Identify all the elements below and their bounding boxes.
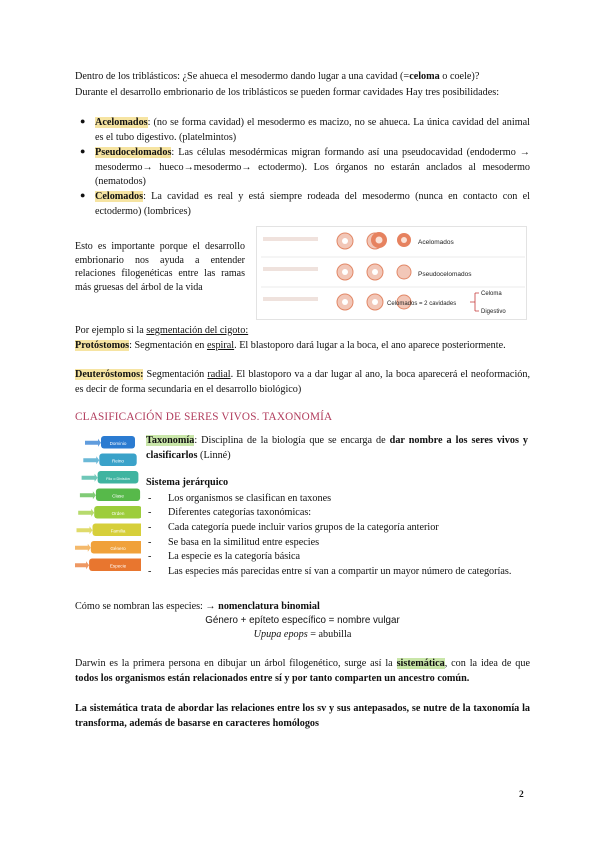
celomado-embryos — [337, 294, 383, 310]
section-heading: CLASIFICACIÓN DE SERES VIVOS. TAXONOMÍA — [75, 411, 333, 423]
body-cavity-diagram — [257, 227, 526, 319]
taxonomy-subtitle: Sistema jerárquico — [146, 477, 229, 488]
taxonomy-pyramid — [75, 428, 141, 578]
label-celomados: Celomados = 2 cavidades — [387, 301, 457, 307]
taxonomy-item: Las especies más parecidas entre sí van a compartir un mayor número de categorías. — [168, 566, 512, 577]
taxonomy-item: Diferentes categorías taxonómicas: — [168, 507, 312, 518]
cavity-item-pseudocelomados: Pseudocelomados: Las células mesodérmicas migran formando así una pseudocavidad (endodermo → mesodermo→ hueco→mesodermo→ ectodermo). Los órganos no estarán anclados al mesodermo (nematodos) — [95, 147, 530, 188]
pyramid-label: Familia — [110, 528, 126, 534]
dash: - — [148, 522, 152, 533]
taxonomy-box — [141, 429, 528, 598]
intro-line-1: Dentro de los triblásticos: ¿Se ahueca el mesodermo dando lugar a una cavidad (=celoma o coele)? — [75, 71, 480, 82]
label-acelomados: Acelomados — [418, 239, 454, 246]
pyramid-arrow-icon — [83, 456, 99, 464]
bullet-dot: ● — [80, 190, 86, 200]
label-digestivo: Digestivo — [481, 309, 506, 315]
body-cavity-figure — [256, 226, 527, 320]
label-pseudocelomados: Pseudocelomados — [418, 271, 472, 278]
embryo-sequence-icons — [263, 237, 318, 301]
cavity-item-celomados: Celomados: La cavidad es real y está siempre rodeada del mesodermo (nunca en contacto con el ectodermo) (lombrices) — [95, 191, 530, 217]
naming-example: Upupa epops = abubilla — [253, 629, 352, 640]
darwin-paragraph: Darwin es la primera persona en dibujar un árbol filogenético, surge así la sistemática, con la idea de que todos los organismos están relacionados entre sí y por tanto comparten un ancestro común. — [75, 658, 531, 684]
taxonomy-pyramid-svg — [75, 428, 141, 578]
taxonomy-definition: Taxonomía: Disciplina de la biología que se encarga de dar nombre a los seres vivos y clasificarlos (Linné) — [146, 435, 528, 461]
pyramid-arrow-icon — [85, 439, 101, 447]
acelomado-embryos — [337, 232, 387, 249]
taxonomy-item: Los organismos se clasifican en taxones — [168, 493, 332, 504]
label-celoma: Celoma — [481, 291, 502, 297]
protostomes-paragraph: Protóstomos: Segmentación en espiral. El blastoporo dará lugar a la boca, el ano aparece posteriormente. — [75, 340, 506, 351]
pyramid-label: Especie — [109, 563, 127, 569]
dash: - — [148, 566, 152, 577]
page-number: 2 — [519, 790, 524, 800]
intro-line-2: Durante el desarrollo embrionario de los triblásticos se pueden formar cavidades Hay tres posibilidades: — [75, 87, 500, 98]
deuterostomes-paragraph: Deuteróstomos: Segmentación radial. El blastoporo va a dar lugar al ano, la boca aparecerá el neoformación, es decir de forma secundaria en el desarrollo biológico) — [75, 369, 531, 395]
dash: - — [148, 537, 152, 548]
pseudocelomado-embryos — [337, 264, 383, 280]
pyramid-arrow-icon — [77, 526, 93, 534]
pyramid-label: Clase — [112, 493, 124, 499]
cavity-item-acelomados: Acelomados: (no se forma cavidad) el mesodermo es macizo, no se ahueca. La única cavidad del animal es el tubo digestivo. (platelmintos) — [95, 117, 530, 143]
pyramid-arrow-icon — [75, 561, 89, 569]
taxonomy-item: La especie es la categoría básica — [168, 551, 301, 562]
naming-formula: Género + epíteto específico = nombre vulgar — [205, 615, 400, 626]
pyramid-label: Reino — [111, 458, 125, 464]
zygote-intro: Por ejemplo si la segmentación del cigoto: — [75, 325, 249, 336]
pyramid-label: Dominio — [109, 440, 127, 446]
bullet-dot: ● — [80, 146, 86, 156]
dash: - — [148, 551, 152, 562]
taxonomy-item: Cada categoría puede incluir varios grupos de la categoría anterior — [168, 522, 439, 533]
pyramid-arrow-icon — [78, 509, 94, 517]
taxonomy-item: Se basa en la similitud entre especies — [168, 537, 320, 548]
bullet-dot: ● — [80, 116, 86, 126]
side-note: Esto es importante porque el desarrollo embrionario nos ayuda a entender relaciones filogenéticas entre las ramas más gruesas del árbol de la vida — [75, 241, 245, 293]
dash: - — [148, 507, 152, 518]
final-paragraph: La sistemática trata de abordar las relaciones entre los sv y sus antepasados, se nutre de la taxonomía la transforma, además de basarse en caracteres homólogos — [75, 703, 530, 729]
pyramid-arrow-icon — [82, 474, 98, 482]
pyramid-label: Género — [110, 545, 126, 551]
pyramid-label: Orden — [111, 510, 125, 516]
dash: - — [148, 493, 152, 504]
pyramid-label: Filo o División — [106, 476, 130, 481]
naming-line: Cómo se nombran las especies: → nomenclatura binomial — [75, 601, 320, 612]
pyramid-arrow-icon — [75, 544, 91, 552]
pyramid-arrow-icon — [80, 491, 96, 499]
